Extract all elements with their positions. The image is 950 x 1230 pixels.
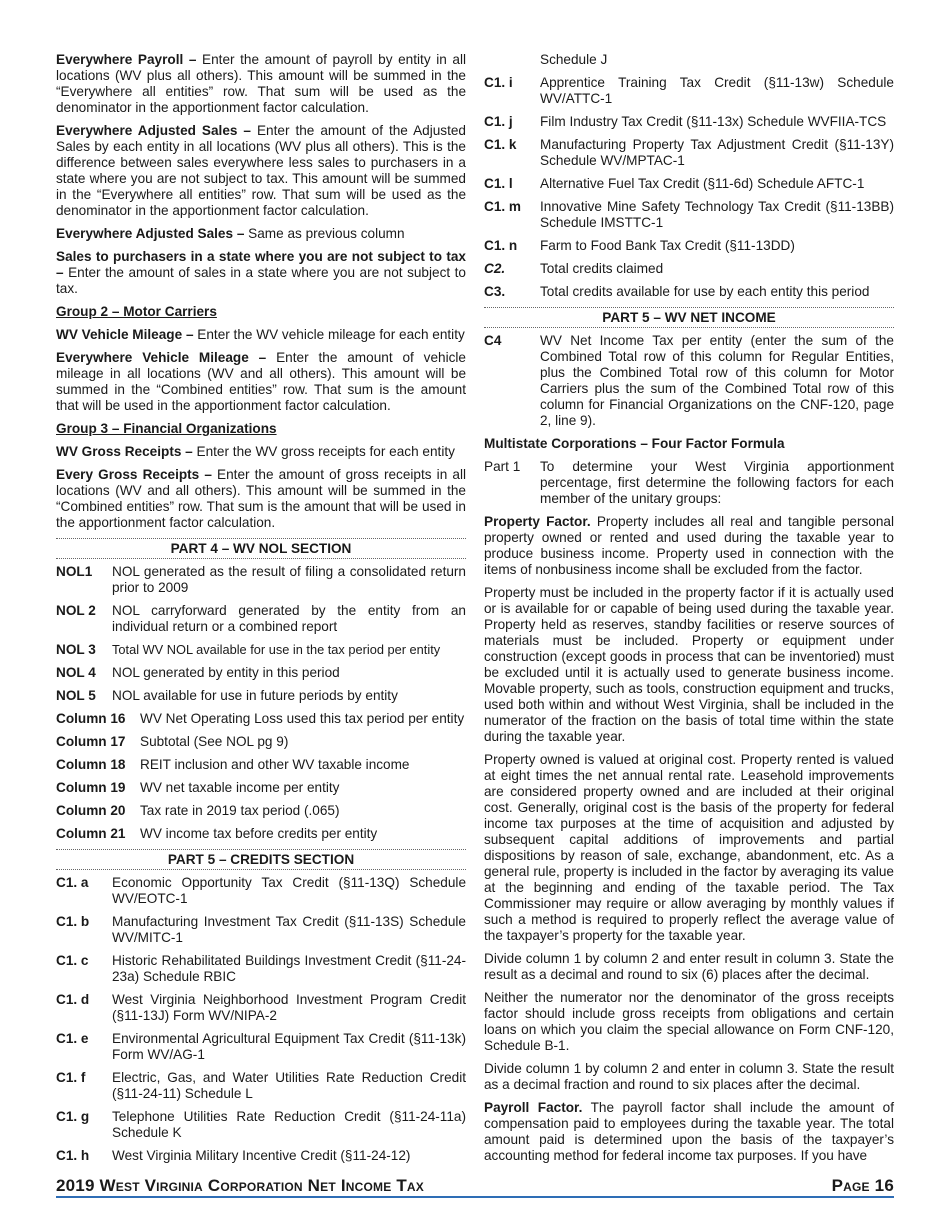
term-label: Everywhere Payroll – — [56, 52, 197, 67]
term-text: Enter the amount of payroll by entity in all locations (WV plus all others). This amount will be summed in the “Everywhere all entities” row. That sum will be used as the denominator in the apportionment factor calculation. — [56, 52, 466, 115]
everywhere-adjusted-sales-para — [56, 123, 466, 219]
divide-instruction-1: Divide column 1 by column 2 and enter result in column 3. State the result as a decimal and round to six (6) places after the decimal. — [484, 951, 894, 982]
list-item — [56, 914, 466, 946]
list-item — [56, 953, 466, 985]
item-desc: NOL generated by entity in this period — [112, 665, 340, 680]
term-label: Sales to purchasers in a state where you are not subject to tax – — [56, 249, 466, 280]
footer-title: 2019 West Virginia Corporation Net Income Tax — [56, 1176, 424, 1195]
list-item — [56, 665, 466, 681]
term-text: Enter the WV vehicle mileage for each entity — [193, 327, 465, 342]
item-code: C1. e — [56, 1031, 89, 1046]
list-item — [56, 1031, 466, 1063]
term-text: Enter the WV gross receipts for each entity — [192, 444, 455, 459]
item-code: C1. a — [56, 875, 89, 890]
list-item — [56, 564, 466, 596]
item-desc: NOL available for use in future periods by entity — [112, 688, 398, 703]
item-code: C4 — [484, 333, 502, 348]
wv-vehicle-mileage-para — [56, 327, 466, 343]
list-item — [484, 114, 894, 130]
item-code: C1. h — [56, 1148, 90, 1163]
everywhere-vehicle-mileage-para — [56, 350, 466, 414]
term-text: Enter the amount of gross receipts in all locations (WV and all others). This amount will be summed in the “Combined entities” row. That sum is the amount that will be used in the apportionment factor calculation. — [56, 467, 466, 530]
item-desc: WV net taxable income per entity — [140, 780, 340, 795]
payroll-factor-para — [484, 1100, 894, 1164]
item-desc: Total WV NOL available for use in the tax period per entity — [112, 642, 441, 657]
sales-not-subject-para — [56, 249, 466, 297]
term-text: Enter the amount of the Adjusted Sales by each entity in all locations (WV plus all others). This is the difference between sales everywhere less sales to purchasers in a state where you are not subject to tax. This amount will be summed in the “Everywhere all entities” row. That sum will be used as the denominator in the apportionment factor calculation. — [56, 123, 466, 218]
right-column — [484, 52, 894, 1171]
item-desc: Subtotal (See NOL pg 9) — [140, 734, 289, 749]
item-code: Column 19 — [56, 780, 126, 795]
every-gross-receipts-para — [56, 467, 466, 531]
list-item — [56, 875, 466, 907]
multistate-heading — [484, 436, 894, 452]
item-desc: Environmental Agricultural Equipment Tax Credit (§11-13k) Form WV/AG-1 — [112, 1031, 466, 1062]
item-code: C3. — [484, 284, 506, 299]
term-text: The payroll factor shall include the amount of compensation paid to employees during the taxable year. The total amount paid is determined upon the basis of the taxpayer’s accounting method for federal income tax purposes. If you have — [484, 1100, 895, 1163]
item-code: Column 18 — [56, 757, 126, 772]
item-code: C2. — [484, 261, 506, 276]
item-desc: West Virginia Military Incentive Credit (§11-24-12) — [112, 1148, 411, 1163]
list-item — [484, 75, 894, 107]
item-code-empty — [484, 52, 540, 68]
group-2-heading: Group 2 – Motor Carriers — [56, 304, 217, 319]
list-item-continuation — [484, 52, 894, 68]
item-code: NOL1 — [56, 564, 93, 579]
item-code: C1. b — [56, 914, 90, 929]
term-label: Payroll Factor. — [484, 1100, 583, 1115]
item-desc: WV income tax before credits per entity — [140, 826, 378, 841]
list-item — [56, 803, 466, 819]
term-label: Property Factor. — [484, 514, 591, 529]
list-item — [484, 261, 894, 277]
item-desc: Economic Opportunity Tax Credit (§11-13Q) Schedule WV/EOTC-1 — [112, 875, 466, 906]
item-desc: West Virginia Neighborhood Investment Program Credit (§11-13J) Form WV/NIPA-2 — [112, 992, 466, 1023]
item-desc: Total credits available for use by each entity this period — [540, 284, 870, 299]
item-desc: Manufacturing Property Tax Adjustment Credit (§11-13Y) Schedule WV/MPTAC-1 — [540, 137, 894, 168]
item-desc: NOL generated as the result of filing a consolidated return prior to 2009 — [112, 564, 466, 595]
item-code: NOL 4 — [56, 665, 96, 680]
term-text: Same as previous column — [244, 226, 405, 241]
term-label: Every Gross Receipts – — [56, 467, 212, 482]
item-code: C1. k — [484, 137, 517, 152]
item-code: C1. i — [484, 75, 513, 90]
left-column — [56, 52, 466, 1171]
list-item — [56, 757, 466, 773]
item-code: Column 20 — [56, 803, 126, 818]
divide-instruction-2: Divide column 1 by column 2 and enter in column 3. State the result as a decimal fraction and round to six places after the decimal. — [484, 1061, 894, 1092]
item-desc: REIT inclusion and other WV taxable income — [140, 757, 410, 772]
term-label: WV Vehicle Mileage – — [56, 327, 194, 342]
item-code: C1. g — [56, 1109, 90, 1124]
item-code: C1. c — [56, 953, 89, 968]
item-desc: Apprentice Training Tax Credit (§11-13w) Schedule WV/ATTC-1 — [540, 75, 894, 106]
list-item — [484, 284, 894, 300]
item-desc: Manufacturing Investment Tax Credit (§11-13S) Schedule WV/MITC-1 — [112, 914, 466, 945]
group-3-heading: Group 3 – Financial Organizations — [56, 421, 277, 436]
term-label: Everywhere Adjusted Sales – — [56, 123, 251, 138]
item-desc: Alternative Fuel Tax Credit (§11-6d) Schedule AFTC-1 — [540, 176, 865, 191]
item-desc: Innovative Mine Safety Technology Tax Credit (§11-13BB) Schedule IMSTTC-1 — [540, 199, 894, 230]
item-code: C1. n — [484, 238, 518, 253]
item-code: C1. l — [484, 176, 513, 191]
part-4-heading: PART 4 – WV NOL SECTION — [56, 538, 466, 559]
item-desc: Farm to Food Bank Tax Credit (§11-13DD) — [540, 238, 795, 253]
list-item — [56, 780, 466, 796]
item-code: C1. d — [56, 992, 90, 1007]
list-item — [484, 199, 894, 231]
everywhere-adjusted-sales-para-2 — [56, 226, 466, 242]
term-text: Enter the amount of vehicle mileage in all locations (WV and all others). This amount will be summed in the “Combined entities” row. That sum is the amount that will be used in the apportionment factor calculation. — [56, 350, 466, 413]
item-code: C1. f — [56, 1070, 86, 1085]
list-item — [56, 734, 466, 750]
list-item — [484, 238, 894, 254]
list-item — [56, 1148, 466, 1164]
item-code: C1. j — [484, 114, 513, 129]
item-code: C1. m — [484, 199, 522, 214]
term-label: Everywhere Adjusted Sales – — [56, 226, 245, 241]
item-code: Column 17 — [56, 734, 126, 749]
item-desc: WV Net Operating Loss used this tax period per entity — [140, 711, 465, 726]
heading-text: Multistate Corporations – Four Factor Formula — [484, 436, 785, 451]
gross-receipts-note: Neither the numerator nor the denominator of the gross receipts factor should include gross receipts from obligations and certain loans on which you claim the special allowance on Form CNF-120, Schedule B-1. — [484, 990, 894, 1053]
property-included-para: Property must be included in the property factor if it is actually used or is available for or capable of being used during the taxable year. Property held as reserves, standby facilities or reserve sources of materials must be included. Property or equipment under construction (except goods in process that can be inventoried) must be excluded until it is actually used to generate business income. Movable property, such as tools, construction equipment and trucks, used both within and without West Virginia, shall be included in the numerator of the fraction on the basis of total time within the state during the taxable year. — [484, 585, 894, 744]
item-code: NOL 2 — [56, 603, 96, 618]
item-desc: Tax rate in 2019 tax period (.065) — [140, 803, 340, 818]
item-code: NOL 3 — [56, 642, 96, 657]
list-item — [56, 826, 466, 842]
item-desc: Historic Rehabilitated Buildings Investment Credit (§11-24-23a) Schedule RBIC — [112, 953, 466, 984]
wv-gross-receipts-para — [56, 444, 466, 460]
page-number: Page 16 — [831, 1176, 894, 1195]
item-desc: Total credits claimed — [540, 261, 664, 276]
item-desc: Telephone Utilities Rate Reduction Credit (§11-24-11a) Schedule K — [112, 1109, 466, 1140]
part-5-net-income-heading: PART 5 – WV NET INCOME — [484, 307, 894, 328]
term-label: Everywhere Vehicle Mileage – — [56, 350, 267, 365]
item-desc: Film Industry Tax Credit (§11-13x) Schedule WVFIIA-TCS — [540, 114, 887, 129]
item-desc: To determine your West Virginia apportionment percentage, first determine the following factors for each member of the unitary groups: — [540, 459, 894, 506]
everywhere-payroll-para — [56, 52, 466, 116]
list-item — [484, 459, 894, 507]
list-item — [56, 688, 466, 704]
list-item — [484, 176, 894, 192]
term-text: Property includes all real and tangible personal property owned or rented and used during the taxable year to produce business income. Property used in connection with the items of nonbusiness income shall be excluded from the factor. — [484, 514, 894, 577]
part-5-credits-heading: PART 5 – CREDITS SECTION — [56, 849, 466, 870]
property-factor-para — [484, 514, 894, 578]
list-item — [56, 992, 466, 1024]
page-footer — [56, 1178, 894, 1198]
item-desc: NOL carryforward generated by the entity from an individual return or a combined report — [112, 603, 466, 634]
item-desc: Schedule J — [540, 52, 608, 67]
term-text: Enter the amount of sales in a state where you are not subject to tax. — [56, 265, 466, 296]
term-label: WV Gross Receipts – — [56, 444, 193, 459]
item-code: Part 1 — [484, 459, 521, 474]
item-code: Column 16 — [56, 711, 126, 726]
item-desc: Electric, Gas, and Water Utilities Rate Reduction Credit (§11-24-11) Schedule L — [112, 1070, 466, 1101]
property-valuation-para: Property owned is valued at original cost. Property rented is valued at eight times the net annual rental rate. Leasehold improvements are considered property owned and are included at their original cost. Generally, original cost is the basis of the property for federal income tax purposes at the time of acquisition and adjusted by subsequent capital additions of improvements and partial dispositions by reason of sale, exchange, abandonment, etc. As a general rule, property is included in the factor by averaging its value at the beginning and ending of the taxable period. The Tax Commissioner may require or allow averaging by monthly values if such a method is required to properly reflect the average value of the taxpayer’s property for the taxable year. — [484, 752, 894, 943]
list-item — [56, 1109, 466, 1141]
list-item — [484, 333, 894, 429]
list-item — [484, 137, 894, 169]
item-code: Column 21 — [56, 826, 126, 841]
item-code: NOL 5 — [56, 688, 96, 703]
list-item — [56, 1070, 466, 1102]
item-desc: WV Net Income Tax per entity (enter the sum of the Combined Total row of this column for Regular Entities, plus the Combined Total row of this column for Motor Carriers plus the sum of the Combined Total row of this column for Financial Organizations on the CNF-120, page 2, line 9). — [540, 333, 894, 428]
list-item — [56, 642, 466, 658]
list-item — [56, 603, 466, 635]
list-item — [56, 711, 466, 727]
